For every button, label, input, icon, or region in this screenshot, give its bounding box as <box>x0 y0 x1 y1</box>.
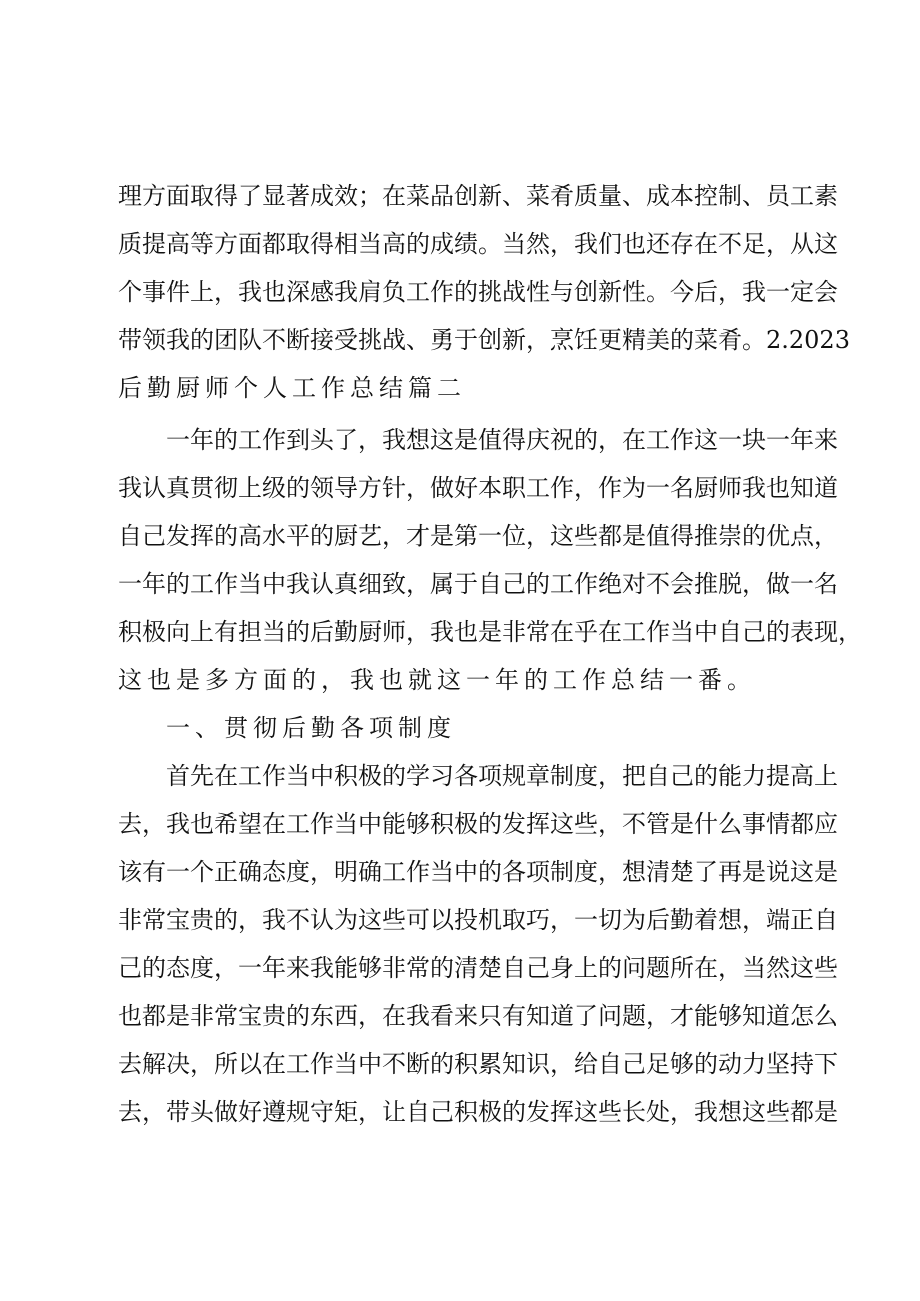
text-line: 己的态度，一年来我能够非常的清楚自己身上的问题所在，当然这些 <box>118 954 838 982</box>
text-line: 去，带头做好遵规守矩，让自己积极的发挥这些长处，我想这些都是 <box>118 1098 838 1126</box>
text-line: 这也是多方面的，我也就这一年的工作总结一番。 <box>118 666 756 694</box>
text-line: 首先在工作当中积极的学习各项规章制度，把自己的能力提高上 <box>166 762 838 790</box>
section-title: 后勤厨师个人工作总结篇二 <box>118 374 466 402</box>
text-line: 质提高等方面都取得相当高的成绩。当然，我们也还存在不足，从这 <box>118 230 838 258</box>
text-line: 也都是非常宝贵的东西，在我看来只有知道了问题，才能够知道怎么 <box>118 1002 838 1030</box>
text-line: 理方面取得了显著成效；在菜品创新、菜肴质量、成本控制、员工素 <box>118 182 838 210</box>
text-line: 一年的工作当中我认真细致，属于自己的工作绝对不会推脱，做一名 <box>118 570 838 598</box>
text-line: 个事件上，我也深感我肩负工作的挑战性与创新性。今后，我一定会 <box>118 278 838 306</box>
text-line: 我认真贯彻上级的领导方针，做好本职工作，作为一名厨师我也知道 <box>118 474 838 502</box>
text-line: 自己发挥的高水平的厨艺，才是第一位，这些都是值得推崇的优点， <box>118 522 838 550</box>
text-line: 非常宝贵的，我不认为这些可以投机取巧，一切为后勤着想，端正自 <box>118 906 838 934</box>
text-line: 带领我的团队不断接受挑战、勇于创新，烹饪更精美的菜肴。2.2023 <box>118 326 850 354</box>
text-line: 一年的工作到头了，我想这是值得庆祝的，在工作这一块一年来 <box>166 426 838 454</box>
text-line: 去，我也希望在工作当中能够积极的发挥这些，不管是什么事情都应 <box>118 810 838 838</box>
subheading: 一、贯彻后勤各项制度 <box>166 714 456 742</box>
text-line: 去解决，所以在工作当中不断的积累知识，给自己足够的动力坚持下 <box>118 1050 838 1078</box>
text-line: 该有一个正确态度，明确工作当中的各项制度，想清楚了再是说这是 <box>118 858 838 886</box>
text-line: 积极向上有担当的后勤厨师，我也是非常在乎在工作当中自己的表现， <box>118 618 862 646</box>
